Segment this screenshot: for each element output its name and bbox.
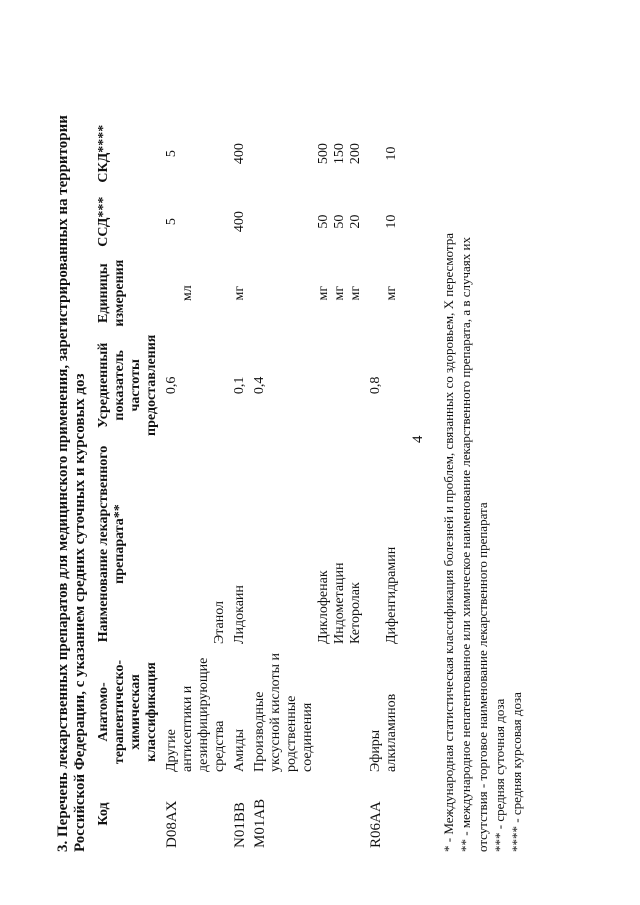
footnote: *** - средняя суточная доза <box>492 698 507 852</box>
header-skd: СКД**** <box>96 124 111 183</box>
row-code: R06AA <box>368 801 384 848</box>
header-code: Код <box>96 802 111 826</box>
drug-ssd: 50 <box>332 214 347 229</box>
section-title: 3. Перечень лекарственных препаратов для медицинского применения, зарегистрированных на территории Российской Федерации, с указанием средних суточных и курсовых доз <box>55 115 88 852</box>
row-atc: Эфиры алкиламинов <box>368 693 399 772</box>
row-atc: Производные уксусной кислоты и родственные соединения <box>252 652 315 772</box>
drug-ssd: 400 <box>232 211 247 233</box>
table-header-row <box>94 120 162 852</box>
drug-unit: мг <box>384 285 399 301</box>
row-code: D08AX <box>164 800 180 848</box>
drug-name: Индометацин <box>332 562 347 644</box>
row-code: N01BB <box>232 802 248 848</box>
table-row <box>366 120 402 852</box>
drug-skd: 150 <box>332 143 347 165</box>
header-unit: Единицы измерения <box>96 259 127 327</box>
drug-unit: мг <box>348 285 363 301</box>
drug-skd: 10 <box>384 146 399 161</box>
drug-name: Кеторолак <box>348 582 363 644</box>
drug-unit: мг <box>332 285 347 301</box>
row-atc: Амиды <box>232 729 247 772</box>
rotated-page-content <box>40 52 620 852</box>
drug-name: Диклофенак <box>316 570 331 644</box>
drug-ssd: 20 <box>348 214 363 229</box>
drug-name: Этанол <box>212 600 227 644</box>
row-avg: 0,4 <box>252 376 267 395</box>
drug-dose-table <box>94 120 402 852</box>
page-number: 4 <box>410 435 426 443</box>
drug-skd: 500 <box>316 143 331 165</box>
drug-unit: мл <box>180 285 195 302</box>
header-ssd: ССД*** <box>96 196 111 247</box>
footnote: **** - средняя курсовая доза <box>509 692 524 852</box>
footnotes <box>440 72 525 852</box>
drug-skd: 400 <box>232 143 247 165</box>
header-avg-frequency: Усредненный показатель частоты предоставления <box>96 334 159 436</box>
drug-ssd: 5 <box>164 218 179 226</box>
footnote: отсутствия - торговое наименование лекарственного препарата <box>475 502 490 852</box>
header-drug-name: Наименование лекарственного препарата** <box>96 445 127 643</box>
footnote: * - Международная статистическая классификация болезней и проблем, связанных со здоровьем, X пересмотра <box>441 233 456 852</box>
drug-unit: мг <box>316 285 331 301</box>
row-avg: 0,6 <box>164 376 179 395</box>
drug-ssd: 50 <box>316 214 331 229</box>
row-code: M01AB <box>252 798 268 848</box>
drug-name: Лидокаин <box>232 585 247 644</box>
footnote: ** - международное непатентованное или химическое наименование лекарственного препарата, а в случаях их <box>458 237 473 852</box>
table-row <box>230 120 250 852</box>
table-row <box>162 120 230 852</box>
drug-unit: мг <box>232 285 247 301</box>
drug-skd: 200 <box>348 143 363 165</box>
table-row <box>250 120 366 852</box>
row-avg: 0,8 <box>368 376 383 395</box>
header-atc: Анатомо-терапевтическо-химическая классификация <box>96 659 159 765</box>
drug-ssd: 10 <box>384 214 399 229</box>
row-atc: Другие антисептики и дезинфицирующие средства <box>164 657 227 772</box>
row-avg: 0,1 <box>232 376 247 395</box>
drug-skd: 5 <box>164 150 179 158</box>
drug-name: Дифенгидрамин <box>384 546 399 644</box>
